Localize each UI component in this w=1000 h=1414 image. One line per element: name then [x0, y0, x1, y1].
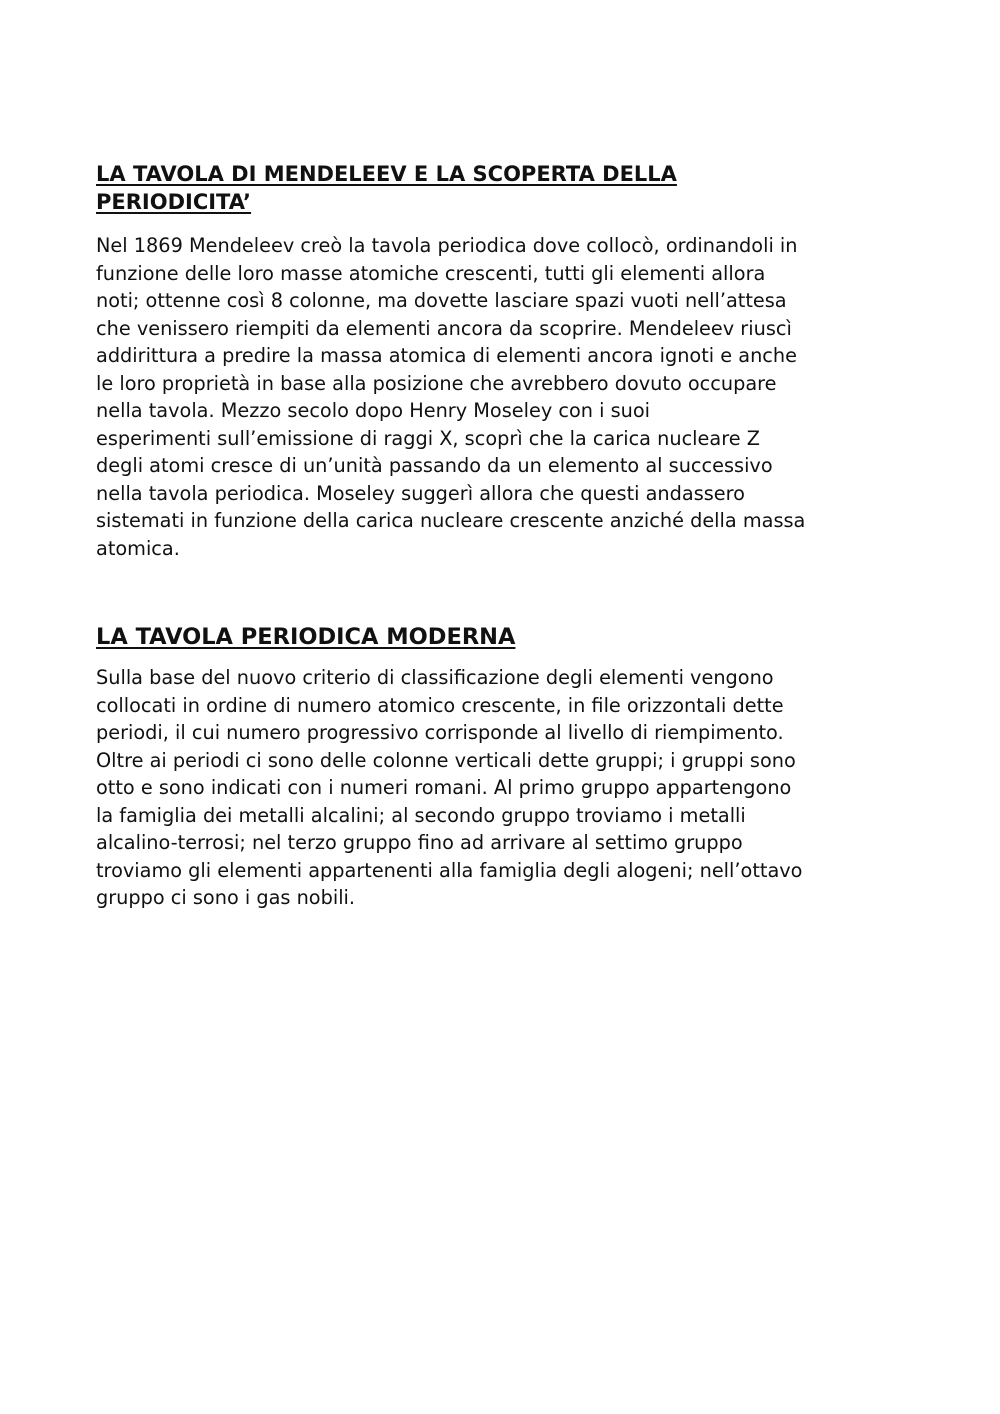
section-heading-mendeleev: LA TAVOLA DI MENDELEEV E LA SCOPERTA DELLA PERIODICITA’: [96, 162, 677, 214]
document-content: [96, 160, 911, 912]
section-heading-modern-table: LA TAVOLA PERIODICA MODERNA: [96, 624, 516, 650]
section-body-mendeleev: Nel 1869 Mendeleev creò la tavola periodica dove collocò, ordinandoli in funzione delle loro masse atomiche crescenti, tutti gli elementi allora noti; ottenne così 8 colonne, ma dovette lasciare spazi vuoti nell’attesa che venissero riempiti da elementi ancora da scoprire. Mendeleev riuscì addirittura a predire la massa atomica di elementi ancora ignoti e anche le loro proprietà in base alla posizione che avrebbero dovuto occupare nella tavola. Mezzo secolo dopo Henry Moseley con i suoi esperimenti sull’emissione di raggi X, scoprì che la carica nucleare Z degli atomi cresce di un’unità passando da un elemento al successivo nella tavola periodica. Moseley suggerì allora che questi andassero sistemati in funzione della carica nucleare crescente anziché della massa atomica.: [96, 234, 806, 560]
section-body-modern-table: Sulla base del nuovo criterio di classificazione degli elementi vengono collocati in ordine di numero atomico crescente, in file orizzontali dette periodi, il cui numero progressivo corrisponde al livello di riempimento. Oltre ai periodi ci sono delle colonne verticali dette gruppi; i gruppi sono otto e sono indicati con i numeri romani. Al primo gruppo appartengono la famiglia dei metalli alcalini; al secondo gruppo troviamo i metalli alcalino-terrosi; nel terzo gruppo fino ad arrivare al settimo gruppo troviamo gli elementi appartenenti alla famiglia degli alogeni; nell’ottavo gruppo ci sono i gas nobili.: [96, 666, 803, 909]
